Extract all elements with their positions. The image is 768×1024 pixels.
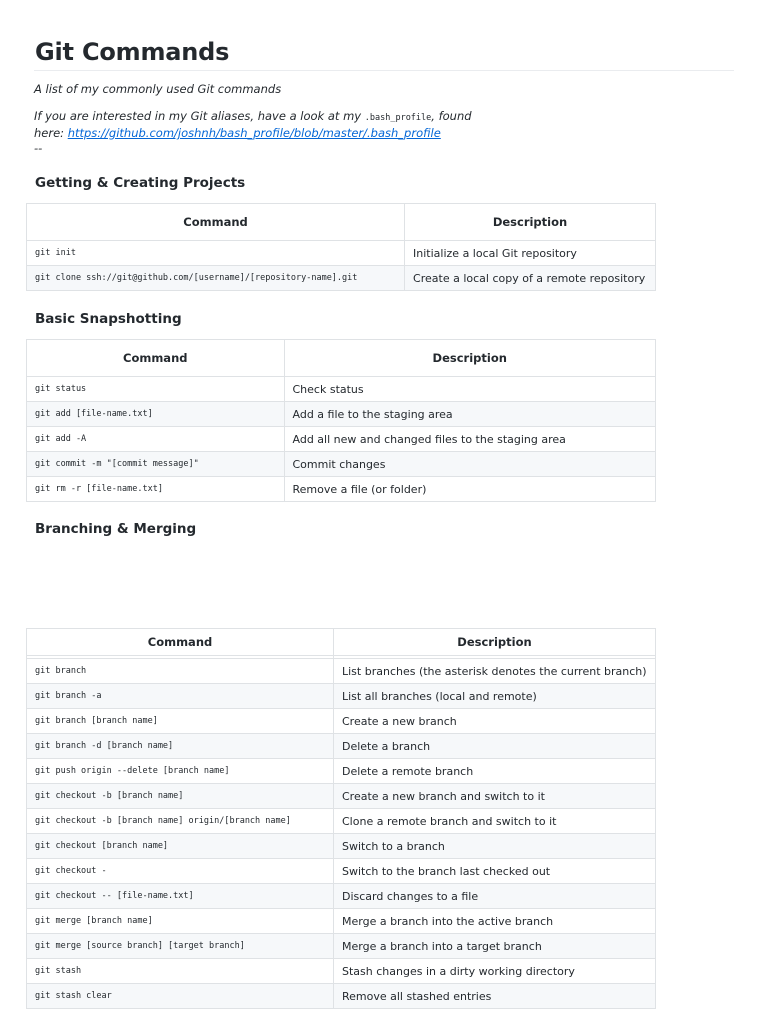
here-label: here:	[34, 126, 68, 140]
column-header-description: Description	[284, 340, 656, 377]
command-cell: git checkout -	[27, 859, 334, 884]
aliases-text-after: , found	[431, 109, 472, 123]
column-header-description: Description	[405, 204, 656, 241]
bash-profile-link[interactable]: https://github.com/joshnh/bash_profile/blob/master/.bash_profile	[67, 126, 441, 140]
description-cell: Delete a branch	[334, 734, 656, 759]
description-cell: List all branches (local and remote)	[334, 684, 656, 709]
table-row	[27, 834, 656, 859]
command-cell: git checkout -b [branch name]	[27, 784, 334, 809]
command-cell: git branch -a	[27, 684, 334, 709]
description-cell: Create a new branch	[334, 709, 656, 734]
description-cell: Create a local copy of a remote repository	[405, 266, 656, 291]
description-cell: Remove all stashed entries	[334, 984, 656, 1009]
section-heading-basic-snapshotting: Basic Snapshotting	[35, 311, 182, 327]
page-title: Git Commands	[35, 38, 230, 66]
table-branching-merging	[26, 628, 656, 1009]
table-row	[27, 809, 656, 834]
command-cell: git merge [source branch] [target branch]	[27, 934, 334, 959]
description-cell: Add a file to the staging area	[284, 402, 656, 427]
command-cell: git checkout [branch name]	[27, 834, 334, 859]
command-cell: git rm -r [file-name.txt]	[27, 477, 285, 502]
description-cell: Remove a file (or folder)	[284, 477, 656, 502]
description-cell: List branches (the asterisk denotes the current branch)	[334, 659, 656, 684]
command-cell: git branch [branch name]	[27, 709, 334, 734]
command-cell: git checkout -- [file-name.txt]	[27, 884, 334, 909]
table-row	[27, 984, 656, 1009]
table-row	[27, 402, 656, 427]
column-header-description: Description	[334, 629, 656, 656]
table-row	[27, 266, 656, 291]
table-row	[27, 759, 656, 784]
command-cell: git add -A	[27, 427, 285, 452]
description-cell: Check status	[284, 377, 656, 402]
table-row	[27, 734, 656, 759]
description-cell: Delete a remote branch	[334, 759, 656, 784]
intro-subtitle: A list of my commonly used Git commands	[34, 82, 282, 96]
command-cell: git branch	[27, 659, 334, 684]
description-cell: Initialize a local Git repository	[405, 241, 656, 266]
table-row	[27, 659, 656, 684]
description-cell: Add all new and changed files to the staging area	[284, 427, 656, 452]
column-header-command: Command	[27, 340, 285, 377]
command-cell: git status	[27, 377, 285, 402]
table-row	[27, 884, 656, 909]
table-row	[27, 427, 656, 452]
table-row	[27, 859, 656, 884]
command-cell: git stash	[27, 959, 334, 984]
command-cell: git merge [branch name]	[27, 909, 334, 934]
table-row	[27, 452, 656, 477]
aliases-text-before: If you are interested in my Git aliases, have a look at my	[34, 109, 365, 123]
description-cell: Commit changes	[284, 452, 656, 477]
description-cell: Clone a remote branch and switch to it	[334, 809, 656, 834]
description-cell: Create a new branch and switch to it	[334, 784, 656, 809]
command-cell: git clone ssh://git@github.com/[username]/[repository-name].git	[27, 266, 405, 291]
table-row	[27, 959, 656, 984]
table-row	[27, 709, 656, 734]
command-cell: git checkout -b [branch name] origin/[branch name]	[27, 809, 334, 834]
section-heading-branching-merging: Branching & Merging	[35, 521, 197, 537]
table-row	[27, 241, 656, 266]
column-header-command: Command	[27, 629, 334, 656]
table-row	[27, 684, 656, 709]
table-row	[27, 784, 656, 809]
table-row	[27, 377, 656, 402]
command-cell: git branch -d [branch name]	[27, 734, 334, 759]
command-cell: git init	[27, 241, 405, 266]
aliases-code: .bash_profile	[364, 113, 432, 123]
description-cell: Switch to a branch	[334, 834, 656, 859]
table-row	[27, 934, 656, 959]
description-cell: Switch to the branch last checked out	[334, 859, 656, 884]
table-row	[27, 477, 656, 502]
table-row	[27, 909, 656, 934]
column-header-command: Command	[27, 204, 405, 241]
command-cell: git push origin --delete [branch name]	[27, 759, 334, 784]
description-cell: Stash changes in a dirty working directory	[334, 959, 656, 984]
command-cell: git stash clear	[27, 984, 334, 1009]
table-getting-creating	[26, 203, 656, 291]
command-cell: git add [file-name.txt]	[27, 402, 285, 427]
command-cell: git commit -m "[commit message]"	[27, 452, 285, 477]
title-divider	[34, 70, 734, 71]
description-cell: Discard changes to a file	[334, 884, 656, 909]
intro-separator: --	[34, 141, 43, 155]
section-heading-getting-creating: Getting & Creating Projects	[35, 175, 246, 191]
table-basic-snapshotting	[26, 339, 656, 502]
intro-aliases	[34, 109, 472, 156]
description-cell: Merge a branch into a target branch	[334, 934, 656, 959]
description-cell: Merge a branch into the active branch	[334, 909, 656, 934]
